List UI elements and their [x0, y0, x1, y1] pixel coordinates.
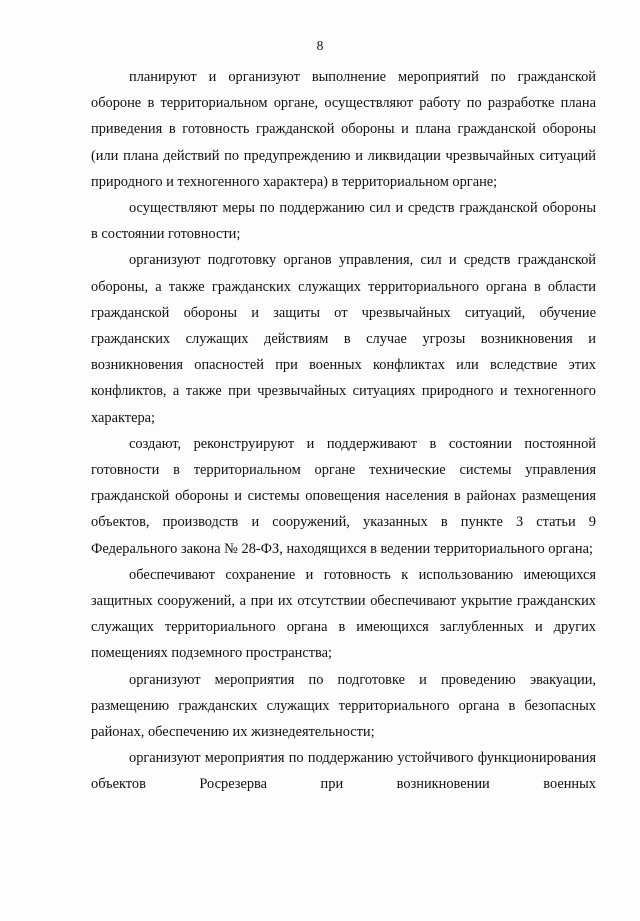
paragraph-sustained-operation: организуют мероприятия по поддержанию устойчивого функционирования объектов Росрезерва при возникновении военных [91, 750, 596, 793]
page-number: 8 [316, 38, 324, 53]
paragraph-civil-defense-planning: планируют и организуют выполнение мероприятий по гражданской обороне в территориальном органе, осуществляют работу по разработке плана приведения в готовность гражданской обороны и плана гражданской обороны (или плана действий по предупреждению и ликвидации чрезвычайных ситуаций природного и техногенного характера) в территориальном органе; [91, 69, 596, 190]
paragraph-protective-structures: обеспечивают сохранение и готовность к использованию имеющихся защитных сооружений, а при их отсутствии обеспечивают укрытие гражданских служащих территориального органа в имеющихся заглубленных и других помещениях подземного пространства; [91, 566, 596, 662]
paragraph-evacuation: организуют мероприятия по подготовке и проведению эвакуации, размещению гражданских служащих территориального органа в безопасных районах, обеспечению их жизнедеятельности; [91, 671, 596, 741]
paragraph-warning-systems: создают, реконструируют и поддерживают в состоянии постоянной готовности в территориальном органе технические системы управления гражданской обороны и системы оповещения населения в районах размещения объектов, производств и сооружений, указанных в пункте 3 статьи 9 Федерального закона № 28-ФЗ, находящихся в ведении территориального органа; [91, 435, 596, 557]
paragraph-forces-readiness: осуществляют меры по поддержанию сил и средств гражданской обороны в состоянии готовности; [91, 200, 596, 243]
paragraph-training: организуют подготовку органов управления, сил и средств гражданской обороны, а также гражданских служащих территориального органа в области гражданской обороны и защиты от чрезвычайных ситуаций, обучение гражданских служащих действиям в случае угрозы возникновения и возникновения опасностей при военных конфликтах или вследствие этих конфликтов, а также при чрезвычайных ситуациях природного и техногенного характера; [91, 252, 596, 426]
document-body [91, 64, 596, 798]
